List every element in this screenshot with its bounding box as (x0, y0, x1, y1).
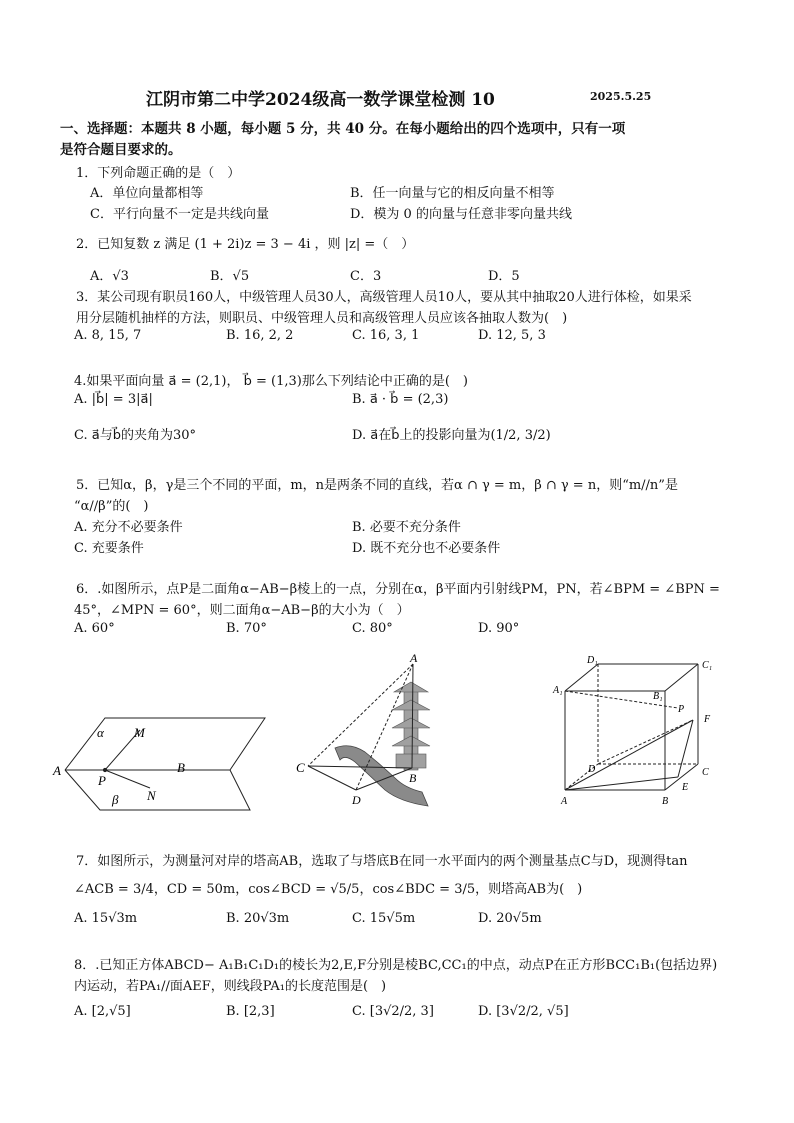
option-b: B. a⃗ · b⃗ = (2,3) (352, 392, 449, 407)
option-c: C．平行向量不一定是共线向量 (90, 207, 269, 222)
question-stem-line2: “α//β”的( ) (74, 499, 149, 514)
option-a: A．单位向量都相等 (90, 186, 204, 201)
option-a: A．√3 (90, 269, 129, 284)
label-e: E (682, 782, 689, 793)
label-n: N (147, 788, 156, 803)
option-c: C. 16, 3, 1 (352, 328, 420, 343)
label-m: M (134, 725, 145, 740)
option-a: A. 60° (74, 621, 115, 636)
page-title: 江阴市第二中学2024级高一数学课堂检测 10 (146, 90, 495, 110)
label-d: D (588, 764, 596, 775)
option-c: C. 15√5m (352, 911, 416, 926)
question-stem-line2: 用分层随机抽样的方法，则职员、中级管理人员和高级管理人员应该各抽取人数为( ) (76, 311, 568, 326)
question-stem-line2: 内运动，若PA₁//面AEF，则线段PA₁的长度范围是( ) (74, 979, 387, 994)
exam-date: 2025.5.25 (590, 90, 652, 103)
question-stem-line1: 7．如图所示，为测量河对岸的塔高AB，选取了与塔底B在同一水平面内的两个测量基点C与D，现测得tan (76, 854, 688, 869)
option-d: D. [3√2/2, √5] (478, 1004, 569, 1019)
label-b-cube: B (662, 796, 669, 807)
option-c: C．3 (350, 269, 382, 284)
label-d1: D₁ (587, 655, 598, 666)
option-b: B. [2,3] (226, 1004, 275, 1019)
label-tower-d: D (352, 793, 361, 807)
label-a: A (53, 763, 61, 778)
label-beta: β (112, 792, 119, 807)
question-stem-line1: 3．某公司现有职员160人，中级管理人员30人，高级管理人员10人，要从其中抽取20人进行体检，如果采 (76, 290, 692, 305)
option-c: C. a⃗与b⃗的夹角为30° (74, 428, 197, 443)
label-p-cube: P (678, 704, 685, 715)
label-f: F (704, 714, 711, 725)
option-b: B．√5 (210, 269, 250, 284)
option-d: D．模为 0 的向量与任意非零向量共线 (350, 207, 572, 222)
option-a: A. [2,√5] (74, 1004, 131, 1019)
option-a: A. 15√3m (74, 911, 138, 926)
option-a: A. |b⃗| = 3|a⃗| (74, 392, 153, 407)
question-stem-line1: 5．已知α，β，γ是三个不同的平面，m，n是两条不同的直线，若α ∩ γ = m，β ∩ γ = n，则“m//n”是 (76, 478, 678, 493)
option-b: B. 70° (226, 621, 267, 636)
option-d: D. 20√5m (478, 911, 542, 926)
option-b: B. 必要不充分条件 (352, 520, 461, 535)
option-a: A. 8, 15, 7 (74, 328, 142, 343)
question-stem: 1．下列命题正确的是（ ） (76, 166, 241, 181)
option-c: C. 充要条件 (74, 541, 144, 556)
question-stem: 4.如果平面向量 a⃗ = (2,1)， b⃗ = (1,3)那么下列结论中正确的是( ) (74, 374, 468, 389)
question-stem-line1: 8．.已知正方体ABCD− A₁B₁C₁D₁的棱长为2,E,F分别是棱BC,CC₁的中点，动点P在正方形BCC₁B₁(包括边界) (74, 958, 718, 973)
label-tower-a: A (410, 651, 418, 665)
question-stem-line2: ∠ACB = 3/4，CD = 50m，cos∠BCD = √5/5，cos∠BDC = 3/5，则塔高AB为( ) (74, 882, 583, 897)
option-c: C. [3√2/2, 3] (352, 1004, 434, 1019)
option-d: D. 90° (478, 621, 520, 636)
label-p: P (98, 773, 106, 788)
section-heading-line1: 一、选择题：本题共 8 小题，每小题 5 分，共 40 分。在每小题给出的四个选项中，只有一项 (60, 121, 626, 137)
option-d: D. a⃗在b⃗上的投影向量为(1/2, 3/2) (352, 428, 551, 443)
label-b: B (177, 760, 185, 775)
label-b1: B₁ (653, 691, 663, 702)
label-a1: A₁ (553, 685, 563, 696)
question-stem-line2: 45°，∠MPN = 60°，则二面角α−AB−β的大小为（ ） (74, 603, 410, 618)
label-alpha: α (97, 725, 104, 740)
label-c1: C₁ (702, 660, 713, 671)
figures-row (50, 650, 750, 815)
label-tower-c: C (296, 760, 305, 775)
option-b: B. 16, 2, 2 (226, 328, 294, 343)
option-a: A. 充分不必要条件 (74, 520, 183, 535)
option-d: D．5 (488, 269, 520, 284)
label-tower-b: B (409, 771, 417, 785)
option-b: B. 20√3m (226, 911, 290, 926)
option-d: D. 既不充分也不必要条件 (352, 541, 501, 556)
dihedral-angle-figure (65, 718, 265, 810)
option-b: B．任一向量与它的相反向量不相等 (350, 186, 555, 201)
section-heading-line2: 是符合题目要求的。 (60, 142, 182, 158)
label-c: C (702, 767, 709, 778)
option-d: D. 12, 5, 3 (478, 328, 546, 343)
label-a-cube: A (561, 796, 568, 807)
question-stem-line1: 6．.如图所示，点P是二面角α−AB−β棱上的一点，分别在α，β平面内引射线PM，PN，若∠BPM = ∠BPN = (76, 582, 720, 597)
option-c: C. 80° (352, 621, 393, 636)
cube-figure (565, 664, 698, 790)
question-stem: 2．已知复数 z 满足 (1 + 2i)z = 3 − 4i ，则 |z| =（ ） (76, 237, 415, 252)
